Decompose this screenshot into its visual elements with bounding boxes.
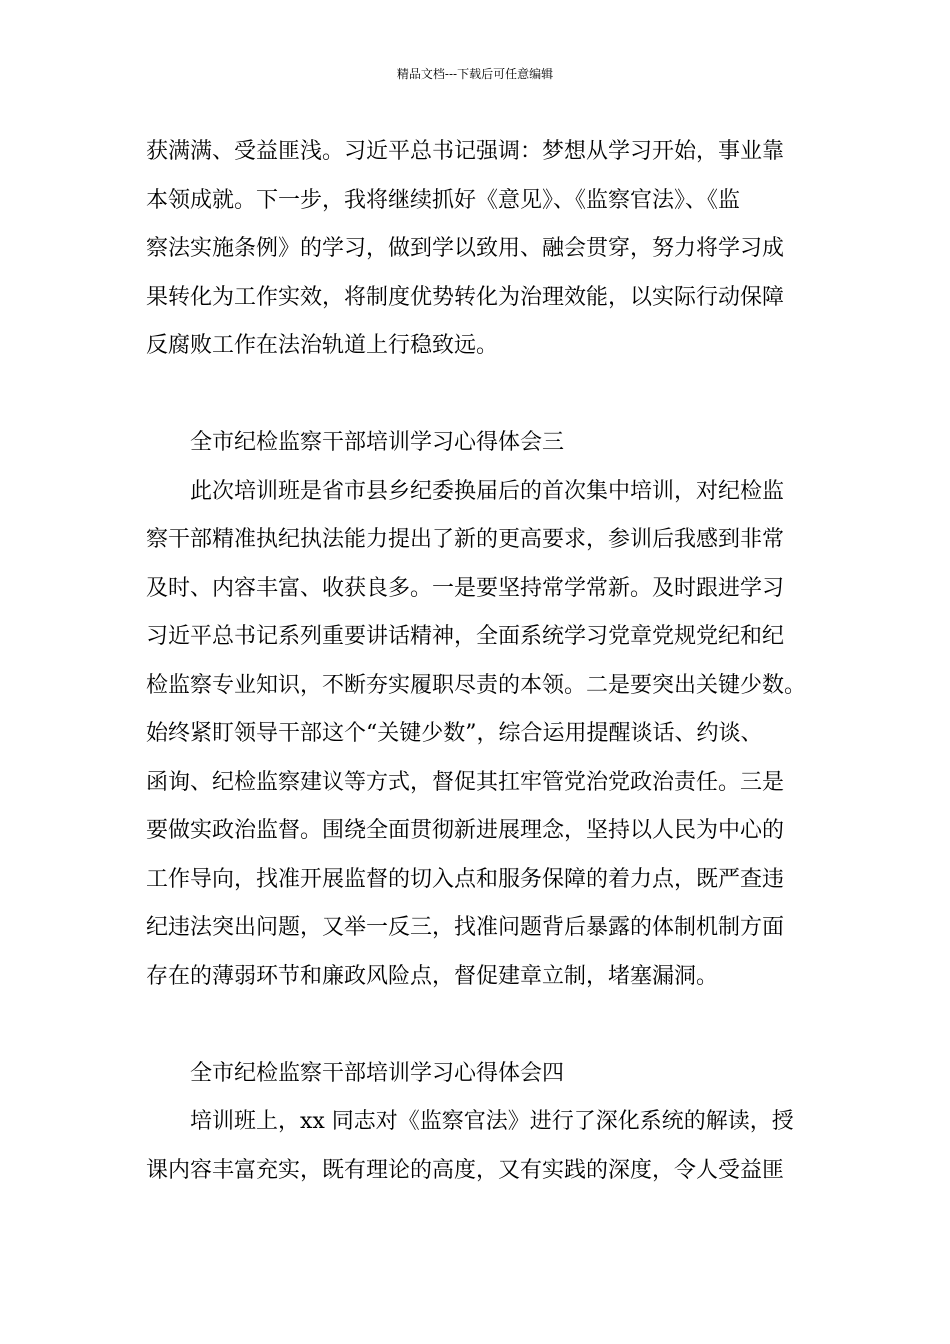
paragraph-line: 课内容丰富充实，既有理论的高度，又有实践的深度，令人受益匪 — [146, 1157, 785, 1183]
paragraph-line: 察干部精准执纪执法能力提出了新的更高要求，参训后我感到非常 — [146, 527, 785, 552]
section-gap — [146, 371, 816, 420]
section-title-three: 全市纪检监察干部培训学习心得体会三 — [190, 430, 565, 455]
paragraph-line: 存在的薄弱环节和廉政风险点，督促建章立制，堵塞漏洞。 — [146, 963, 719, 989]
paragraph-line: 函询、纪检监察建议等方式，督促其扛牢管党治党政治责任。三是 — [146, 769, 785, 795]
paragraph-line: 反腐败工作在法治轨道上行稳致远。 — [146, 333, 499, 358]
paragraph-line: 此次培训班是省市县乡纪委换届后的首次集中培训，对纪检监 — [190, 478, 785, 504]
paragraph-line: 纪违法突出问题，又举一反三，找准问题背后暴露的体制机制方面 — [146, 915, 785, 940]
paragraph-line: 及时、内容丰富、收获良多。一是要坚持常学常新。及时跟进学习 — [146, 575, 785, 601]
paragraph-line: 检监察专业知识，不断夯实履职尽责的本领。二是要突出关键少数。 — [146, 672, 807, 698]
paragraph-line: 察法实施条例》的学习，做到学以致用、融会贯穿，努力将学习成 — [146, 236, 785, 261]
paragraph-line: 要做实政治监督。围绕全面贯彻新进展理念，坚持以人民为中心的 — [146, 818, 785, 843]
paragraph-line: 始终紧盯领导干部这个“关键少数”，综合运用提醒谈话、约谈、 — [146, 721, 763, 746]
page-header: 精品文档---下载后可任意编辑 — [396, 67, 554, 81]
paragraph-line: 工作导向，找准开展监督的切入点和服务保障的着力点，既严查违 — [146, 866, 785, 892]
paragraph-line: 习近平总书记系列重要讲话精神，全面系统学习党章党规党纪和纪 — [146, 624, 785, 649]
paragraph-line: 获满满、受益匪浅。习近平总书记强调：梦想从学习开始，事业靠 — [146, 139, 785, 164]
paragraph-line: 本领成就。下一步，我将继续抓好《意见》、《监察官法》、《监 — [146, 187, 741, 213]
paragraph-line: 培训班上，xx 同志对《监察官法》进行了深化系统的解读，授 — [190, 1109, 794, 1134]
document-body — [146, 128, 816, 1195]
section-gap — [146, 1001, 816, 1050]
section-title-four: 全市纪检监察干部培训学习心得体会四 — [190, 1060, 565, 1086]
paragraph-line: 果转化为工作实效，将制度优势转化为治理效能，以实际行动保障 — [146, 284, 785, 310]
